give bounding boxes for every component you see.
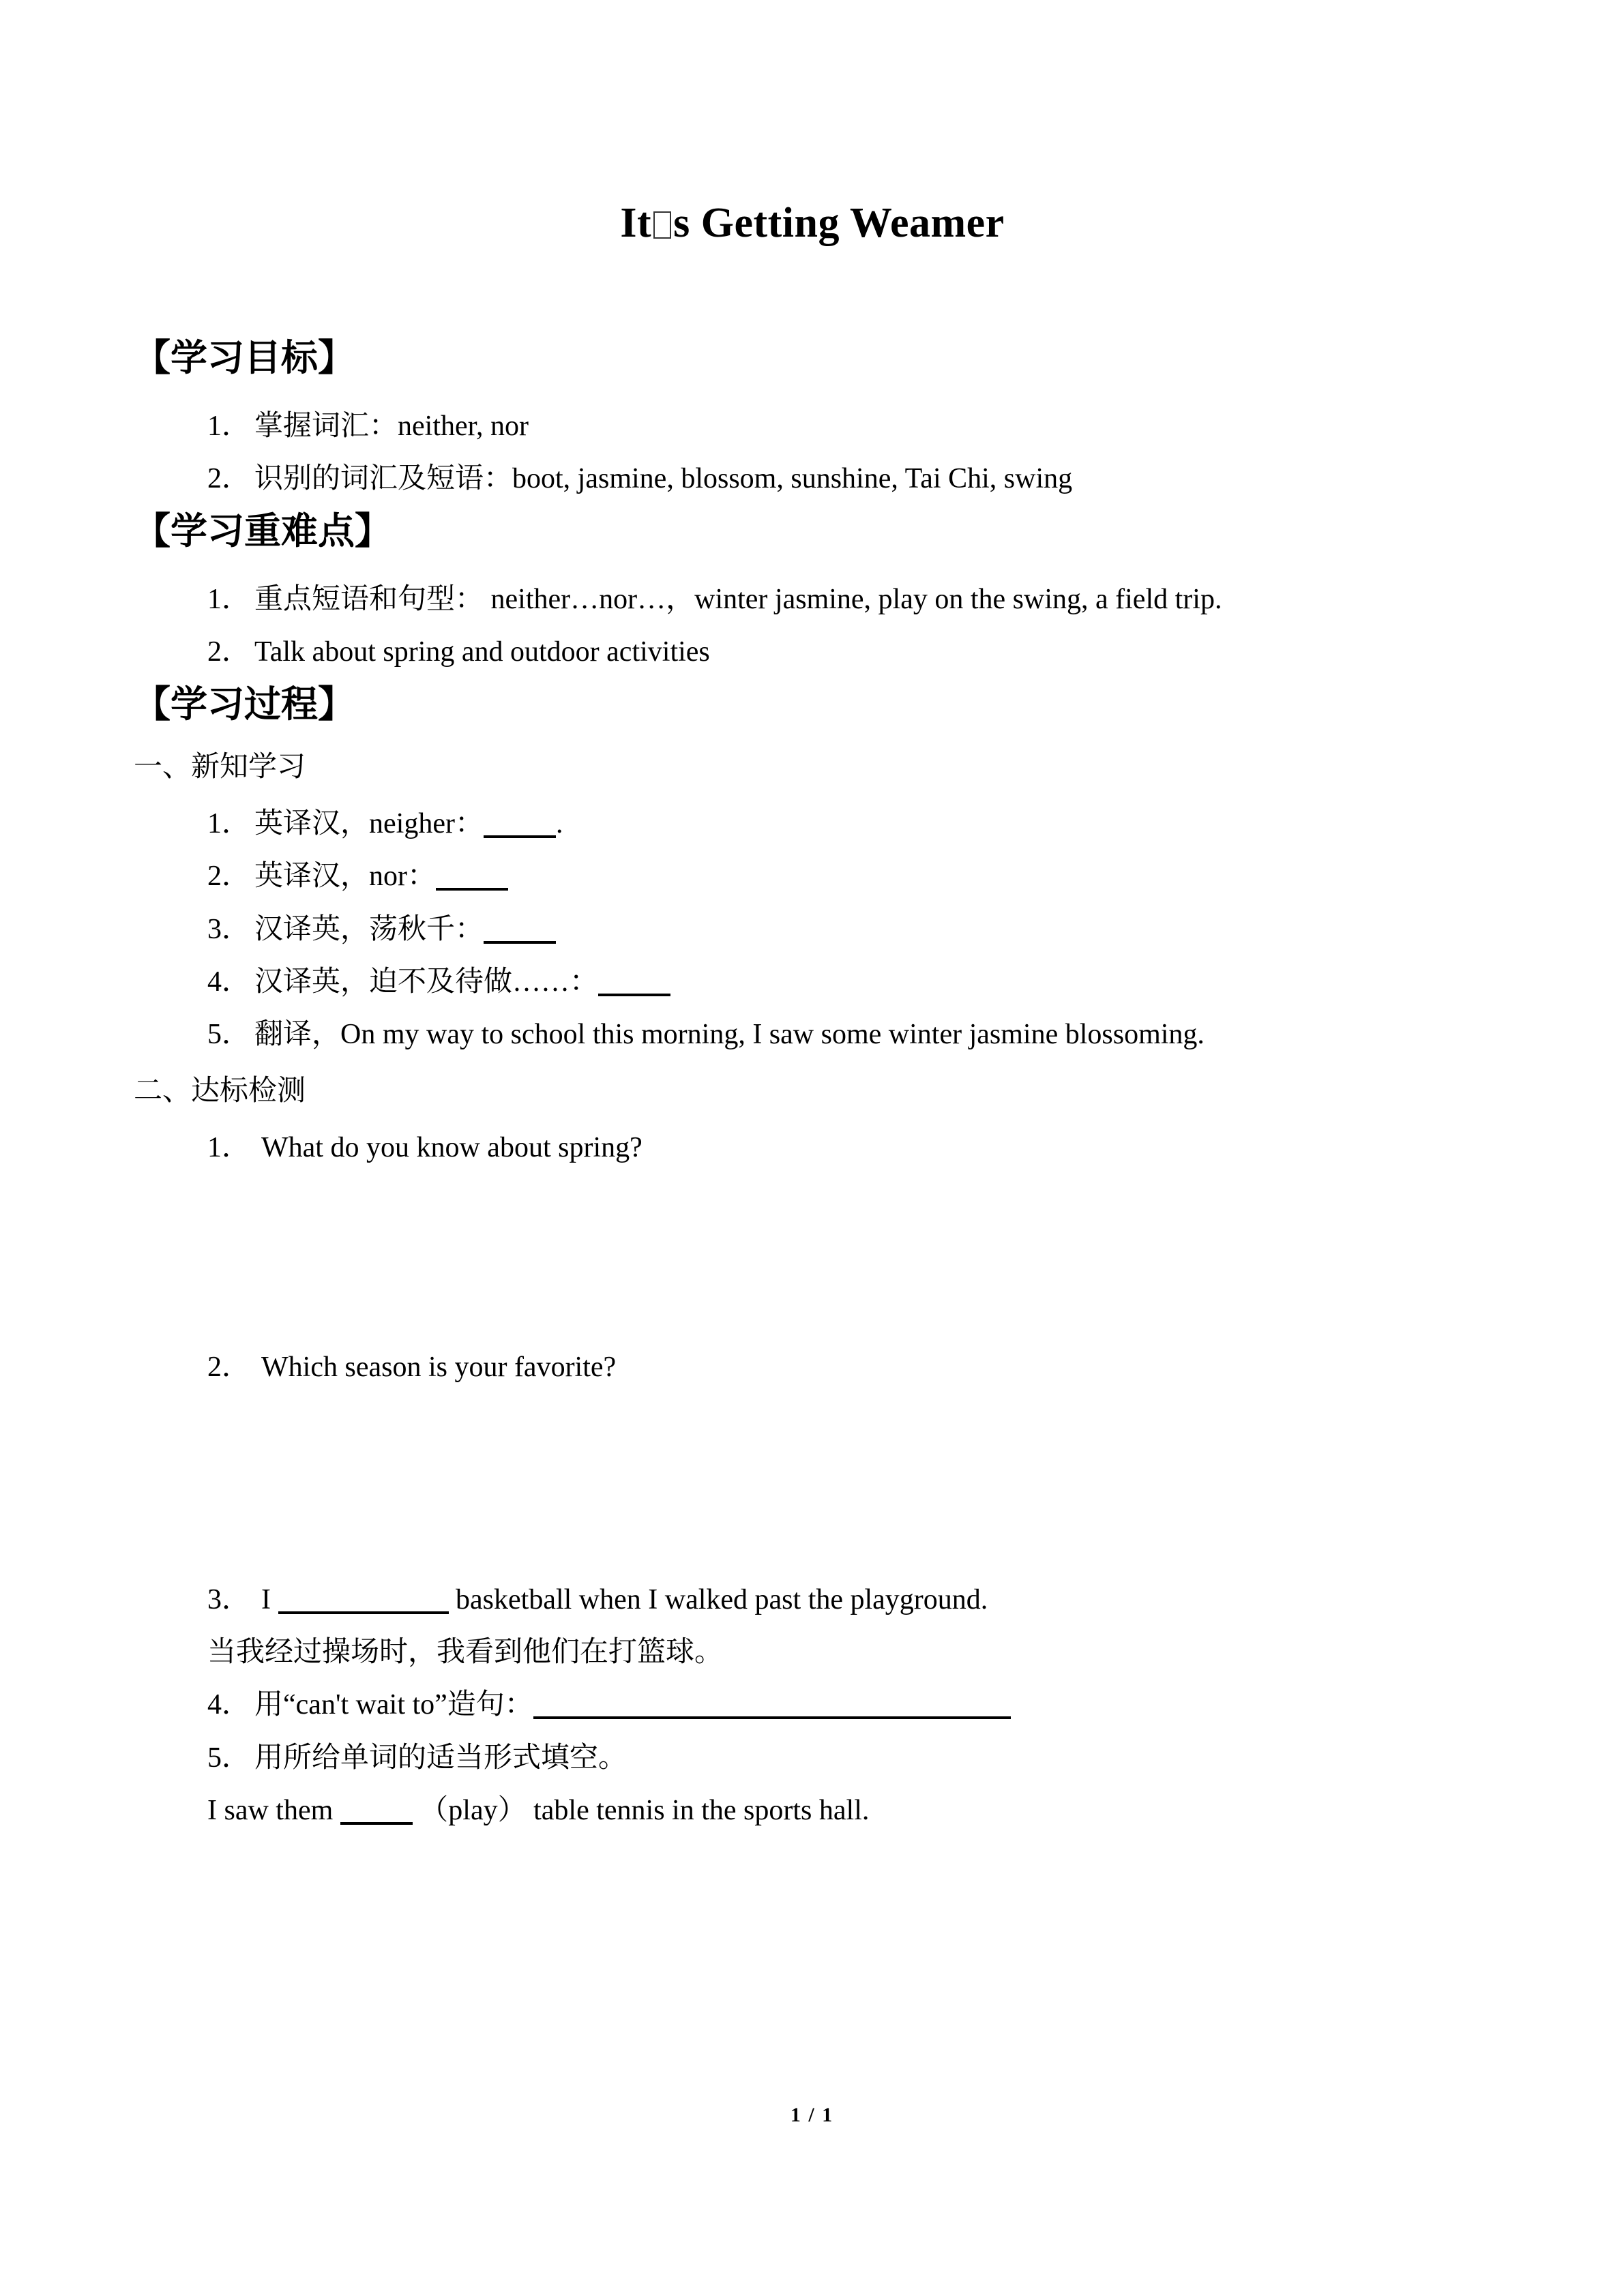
assessment-item-3-prefix: I	[261, 1583, 271, 1615]
key-point-item-1-number: 1．	[207, 583, 251, 615]
assessment-item-5-sentence-prefix: I saw them	[207, 1794, 334, 1826]
new-knowledge-item-5-text: 翻译，On my way to school this morning, I saw some winter jasmine blossoming.	[254, 1019, 1205, 1050]
assessment-item-1-text: What do you know about spring?	[261, 1132, 643, 1164]
page-title	[134, 0, 1491, 248]
key-point-item-2-text: Talk about spring and outdoor activities	[254, 636, 710, 668]
assessment-item-1-number: 1．	[207, 1132, 251, 1164]
assessment-item-3	[134, 1583, 1491, 1617]
assessment-item-4-prefix: 用“can't wait to”造句：	[254, 1689, 533, 1721]
new-knowledge-item-4-blank[interactable]	[598, 994, 670, 996]
assessment-item-4-number: 4．	[207, 1689, 251, 1721]
answer-space-1[interactable]	[134, 1166, 1491, 1350]
new-knowledge-item-2	[134, 859, 1491, 894]
missing-glyph-box	[653, 211, 671, 239]
assessment-item-3-blank[interactable]	[278, 1611, 449, 1614]
title-text-before: It	[620, 200, 652, 246]
assessment-item-2-number: 2．	[207, 1351, 251, 1383]
assessment-item-5-sentence	[134, 1793, 1491, 1828]
objective-item-1-text: 掌握词汇：neither, nor	[254, 410, 529, 442]
key-point-item-2-number: 2．	[207, 636, 251, 668]
new-knowledge-item-3	[134, 912, 1491, 947]
assessment-item-5-sentence-suffix: （play） table tennis in the sports hall.	[419, 1794, 870, 1826]
objective-item-2	[134, 462, 1491, 496]
key-point-item-1	[134, 582, 1491, 617]
new-knowledge-item-2-text: 英译汉，nor：	[254, 861, 437, 893]
objective-item-1-number: 1．	[207, 410, 251, 442]
new-knowledge-item-4-text: 汉译英，迫不及待做……：	[254, 966, 599, 998]
subsection-label-new-knowledge: 一、新知学习	[134, 751, 306, 783]
assessment-item-3-suffix: basketball when I walked past the playground.	[456, 1583, 988, 1615]
assessment-item-1	[134, 1131, 1491, 1165]
answer-space-2[interactable]	[134, 1385, 1491, 1583]
new-knowledge-item-3-text: 汉译英，荡秋千：	[254, 913, 484, 945]
new-knowledge-item-1-suffix: .	[555, 808, 563, 840]
document-content	[134, 0, 1491, 1828]
subsection-label-assessment: 二、达标检测	[134, 1075, 306, 1107]
objective-item-1	[134, 409, 1491, 444]
new-knowledge-item-1-number: 1．	[207, 808, 251, 840]
assessment-item-4-blank[interactable]	[533, 1716, 1011, 1719]
new-knowledge-item-1-text: 英译汉，neigher：	[254, 808, 484, 840]
section-heading-objectives: 【学习目标】	[134, 338, 355, 379]
new-knowledge-item-4	[134, 965, 1491, 1000]
assessment-item-5	[134, 1741, 1491, 1776]
key-point-item-2	[134, 635, 1491, 670]
section-heading-key-points: 【学习重难点】	[134, 511, 392, 552]
new-knowledge-item-5	[134, 1017, 1491, 1052]
section-heading-process: 【学习过程】	[134, 684, 355, 726]
new-knowledge-item-2-blank[interactable]	[436, 888, 508, 891]
new-knowledge-item-1	[134, 807, 1491, 841]
new-knowledge-item-1-blank[interactable]	[484, 835, 556, 838]
new-knowledge-item-2-number: 2．	[207, 861, 251, 893]
assessment-item-5-number: 5．	[207, 1742, 251, 1774]
assessment-item-2-text: Which season is your favorite?	[261, 1351, 617, 1383]
new-knowledge-item-3-blank[interactable]	[484, 941, 556, 944]
new-knowledge-item-4-number: 4．	[207, 966, 251, 998]
new-knowledge-item-5-number: 5．	[207, 1019, 251, 1050]
objective-item-2-text: 识别的词汇及短语：boot, jasmine, blossom, sunshine, Tai Chi, swing	[254, 463, 1073, 495]
assessment-item-5-text: 用所给单词的适当形式填空。	[254, 1742, 628, 1774]
assessment-item-3-translation: 当我经过操场时，我看到他们在打篮球。	[207, 1637, 724, 1669]
title-text-after: s Getting Weamer	[673, 200, 1005, 246]
footer-page-number: 1 / 1	[790, 2104, 834, 2126]
assessment-item-3-number: 3．	[207, 1583, 251, 1615]
key-point-item-1-text: 重点短语和句型： neither…nor…，winter jasmine, play on the swing, a field trip.	[254, 583, 1222, 615]
assessment-item-2	[134, 1350, 1491, 1385]
assessment-item-5-blank[interactable]	[340, 1822, 413, 1825]
assessment-item-4	[134, 1688, 1491, 1723]
objective-item-2-number: 2．	[207, 463, 251, 495]
new-knowledge-item-3-number: 3．	[207, 913, 251, 945]
